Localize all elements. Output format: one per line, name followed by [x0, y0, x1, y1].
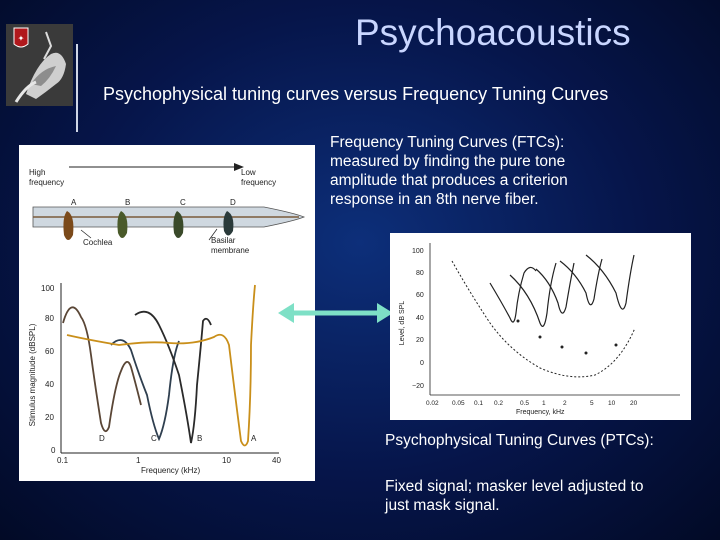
y-tick: 0: [420, 360, 424, 367]
point-a-label: A: [71, 198, 77, 207]
y-axis-label: Level, dB SPL: [399, 300, 406, 346]
x-tick: 0.02: [426, 400, 439, 407]
basilar-label: Basilar: [211, 236, 236, 245]
x-tick: 2: [563, 400, 567, 407]
x-tick: 10: [608, 400, 616, 407]
ptc-curve: [536, 263, 574, 313]
point-c-label: C: [180, 198, 186, 207]
university-logo: [6, 24, 73, 106]
x-tick: 5: [590, 400, 594, 407]
y-tick: 40: [416, 315, 424, 322]
double-arrow-icon: [278, 300, 393, 326]
curve-label-b: B: [197, 434, 203, 443]
slide-subtitle: Psychophysical tuning curves versus Frequency Tuning Curves: [103, 84, 609, 104]
curve-label-c: C: [151, 434, 157, 443]
y-tick: 100: [41, 284, 55, 293]
high-freq-label: High: [29, 168, 46, 177]
curve-label-d: D: [99, 434, 105, 443]
ptc-curve: [510, 263, 556, 326]
x-axis-label: Frequency, kHz: [516, 409, 565, 416]
y-tick: 60: [416, 292, 424, 299]
x-tick: 0.05: [452, 400, 465, 407]
ptc-curve: [490, 267, 536, 322]
y-tick: 60: [45, 347, 54, 356]
curve-d: [63, 307, 141, 431]
basilar-label: membrane: [211, 246, 250, 255]
point-d-label: D: [230, 198, 236, 207]
y-tick: −20: [412, 383, 424, 390]
x-tick: 40: [272, 456, 281, 465]
y-tick: 100: [412, 248, 424, 255]
ftc-line: measured by finding the pure tone: [330, 153, 566, 170]
ftc-line: response in an 8th nerve fiber.: [330, 191, 539, 208]
curve-label-a: A: [251, 434, 257, 443]
ftc-line: Frequency Tuning Curves (FTCs):: [330, 134, 565, 151]
ptc-line: just mask signal.: [385, 497, 500, 514]
ptc-description: [385, 477, 643, 515]
y-tick: 0: [51, 446, 56, 455]
svg-text:✦: ✦: [17, 34, 25, 43]
x-tick: 1: [542, 400, 546, 407]
low-freq-label: frequency: [241, 178, 277, 187]
ftc-description: [330, 133, 630, 209]
ptc-figure: [390, 233, 691, 420]
cochlea-label: Cochlea: [83, 238, 113, 247]
x-axis-label: Frequency (kHz): [141, 466, 201, 475]
y-axis-label: Stimulus magnitude (dBSPL): [28, 323, 37, 427]
x-tick: 0.1: [474, 400, 484, 407]
ftc-line: amplitude that produces a criterion: [330, 172, 568, 189]
point-b-label: B: [125, 198, 131, 207]
ptc-title: Psychophysical Tuning Curves (PTCs):: [385, 432, 654, 449]
slide-title: Psychoacoustics: [355, 12, 631, 53]
curve-b: [135, 312, 211, 443]
x-tick: 0.1: [57, 456, 69, 465]
y-tick: 80: [45, 314, 54, 323]
ptc-curve: [560, 259, 602, 305]
x-tick: 1: [136, 456, 141, 465]
x-tick: 10: [222, 456, 231, 465]
low-freq-label: Low: [241, 168, 256, 177]
y-tick: 20: [45, 413, 54, 422]
ptc-line: Fixed signal; masker level adjusted to: [385, 478, 644, 495]
ftc-figure: [19, 145, 315, 481]
decorative-divider: [76, 44, 78, 132]
x-tick: 0.2: [494, 400, 504, 407]
y-tick: 20: [416, 337, 424, 344]
x-tick: 0.5: [520, 400, 530, 407]
high-freq-label: frequency: [29, 178, 65, 187]
curve-c: [111, 340, 179, 439]
curve-a: [67, 285, 255, 446]
y-tick: 80: [416, 270, 424, 277]
x-tick: 20: [630, 400, 638, 407]
y-tick: 40: [45, 380, 54, 389]
